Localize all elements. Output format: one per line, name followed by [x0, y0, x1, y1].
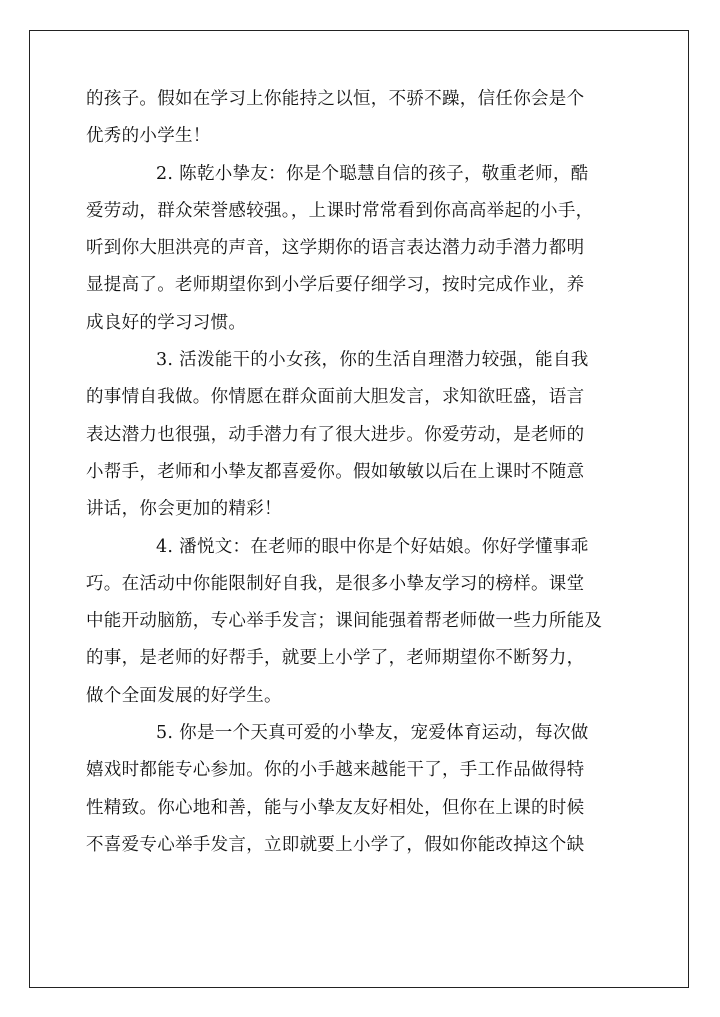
text-line: 表达潜力也很强，动手潜力有了很大进步。你爱劳动，是老师的: [86, 424, 585, 445]
document-body: [86, 81, 636, 864]
paragraph-start-line: 3. 活泼能干的小女孩，你的生活自理潜力较强，能自我: [156, 350, 589, 371]
text-line: 的事，是老师的好帮手，就要上小学了，老师期望你不断努力，: [86, 648, 585, 669]
text-line: 优秀的小学生！: [86, 126, 211, 147]
paragraph-start-line: 4. 潘悦文：在老师的眼中你是个好姑娘。你好学懂事乖: [156, 536, 589, 557]
text-line: 不喜爱专心举手发言，立即就要上小学了，假如你能改掉这个缺: [86, 834, 585, 855]
text-line: 中能开动脑筋，专心举手发言；课间能强着帮老师做一些力所能及: [86, 611, 603, 632]
paragraph-start-line: 5. 你是一个天真可爱的小挚友，宠爱体育运动，每次做: [156, 723, 589, 744]
text-line: 爱劳动，群众荣誉感较强。，上课时常常看到你高高举起的小手，: [86, 200, 594, 221]
text-line: 性精致。你心地和善，能与小挚友友好相处，但你在上课的时候: [86, 797, 585, 818]
text-line: 巧。在活动中你能限制好自我，是很多小挚友学习的榜样。课堂: [86, 573, 585, 594]
text-line: 的事情自我做。你情愿在群众面前大胆发言，求知欲旺盛，语言: [86, 387, 585, 408]
text-line: 听到你大胆洪亮的声音，这学期你的语言表达潜力动手潜力都明: [86, 238, 585, 259]
text-line: 小帮手，老师和小挚友都喜爱你。假如敏敏以后在上课时不随意: [86, 461, 585, 482]
text-line: 成良好的学习习惯。: [86, 312, 247, 333]
paragraph-start-line: 2. 陈乾小挚友：你是个聪慧自信的孩子，敬重老师，酷: [156, 163, 589, 184]
text-line: 的孩子。假如在学习上你能持之以恒，不骄不躁，信任你会是个: [86, 89, 585, 109]
text-line: 讲话，你会更加的精彩！: [86, 499, 282, 520]
text-line: 做个全面发展的好学生。: [86, 685, 282, 706]
text-line: 嬉戏时都能专心参加。你的小手越来越能干了，手工作品做得特: [86, 760, 585, 781]
text-line: 显提高了。老师期望你到小学后要仔细学习，按时完成作业，养: [86, 275, 585, 296]
